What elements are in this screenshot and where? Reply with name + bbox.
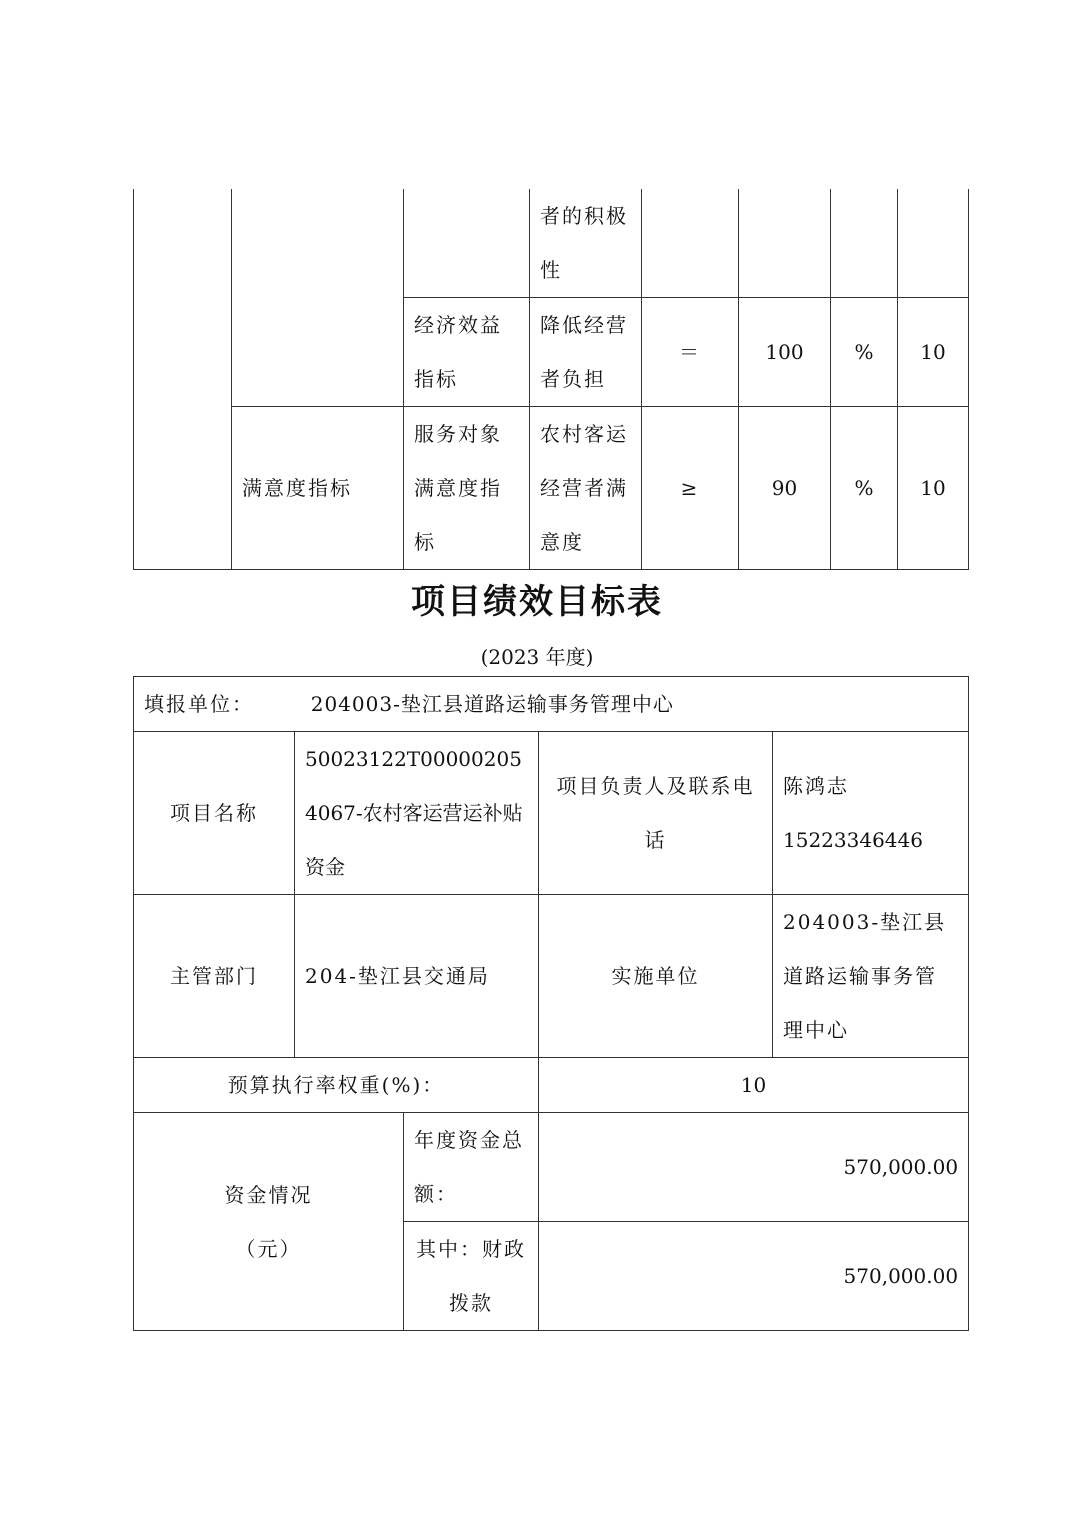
- table-row: [134, 732, 969, 895]
- operator-cell: ≥: [642, 407, 739, 570]
- level3-cell: 经济效益指标: [404, 298, 530, 407]
- funds-unit: （元）: [235, 1236, 302, 1261]
- department-label: 主管部门: [134, 895, 295, 1058]
- operator-cell: [642, 189, 739, 298]
- budget-weight-value: 10: [539, 1058, 969, 1113]
- table-row: [134, 407, 969, 570]
- level2-cell: 满意度指标: [232, 407, 404, 570]
- contact-name: 陈鸿志: [783, 774, 849, 798]
- document-year: (2023 年度): [480, 645, 594, 669]
- funds-label-cell: [134, 1113, 404, 1331]
- contact-phone: 15223346446: [783, 828, 923, 852]
- table-row: [134, 895, 969, 1058]
- implementing-value: 204003-垫江县道路运输事务管理中心: [773, 895, 969, 1058]
- value-cell: [739, 189, 831, 298]
- project-name-value: 50023122T000002054067-农村客运营运补贴资金: [295, 732, 539, 895]
- funds-label: 资金情况: [224, 1182, 313, 1207]
- weight-cell: [898, 189, 969, 298]
- weight-cell: 10: [898, 407, 969, 570]
- fiscal-label: 其中：财政拨款: [404, 1222, 539, 1331]
- level3-cell: 服务对象满意度指标: [404, 407, 530, 570]
- unit-cell: %: [831, 298, 898, 407]
- project-info-table: [133, 676, 969, 1331]
- table-row: [134, 1113, 969, 1222]
- department-value: 204-垫江县交通局: [295, 895, 539, 1058]
- indicator-cell: 农村客运经营者满意度: [530, 407, 642, 570]
- level3-cell: [404, 189, 530, 298]
- project-name-label: 项目名称: [134, 732, 295, 895]
- contact-cell: [773, 732, 969, 895]
- continuation-table: [133, 189, 969, 570]
- budget-weight-label: 预算执行率权重(%)：: [134, 1058, 539, 1113]
- unit-cell: %: [831, 407, 898, 570]
- level2-cell: [232, 189, 404, 407]
- table-row: [134, 1058, 969, 1113]
- level1-cell: [134, 189, 232, 570]
- value-cell: 90: [739, 407, 831, 570]
- weight-cell: 10: [898, 298, 969, 407]
- annual-total-label: 年度资金总额：: [404, 1113, 539, 1222]
- value-cell: 100: [739, 298, 831, 407]
- annual-total-value: 570,000.00: [539, 1113, 969, 1222]
- fiscal-value: 570,000.00: [539, 1222, 969, 1331]
- contact-label: 项目负责人及联系电话: [539, 732, 773, 895]
- table-row: [134, 677, 969, 732]
- indicator-cell: 者的积极性: [530, 189, 642, 298]
- operator-cell: ＝: [642, 298, 739, 407]
- implementing-label: 实施单位: [539, 895, 773, 1058]
- unit-cell: [831, 189, 898, 298]
- indicator-cell: 降低经营者负担: [530, 298, 642, 407]
- reporting-unit-row: [134, 677, 969, 732]
- table-row: [134, 189, 969, 298]
- reporting-unit-label: 填报单位：: [144, 692, 254, 716]
- reporting-unit-value: 204003-垫江县道路运输事务管理中心: [310, 692, 674, 716]
- document-title: 项目绩效目标表: [411, 582, 663, 622]
